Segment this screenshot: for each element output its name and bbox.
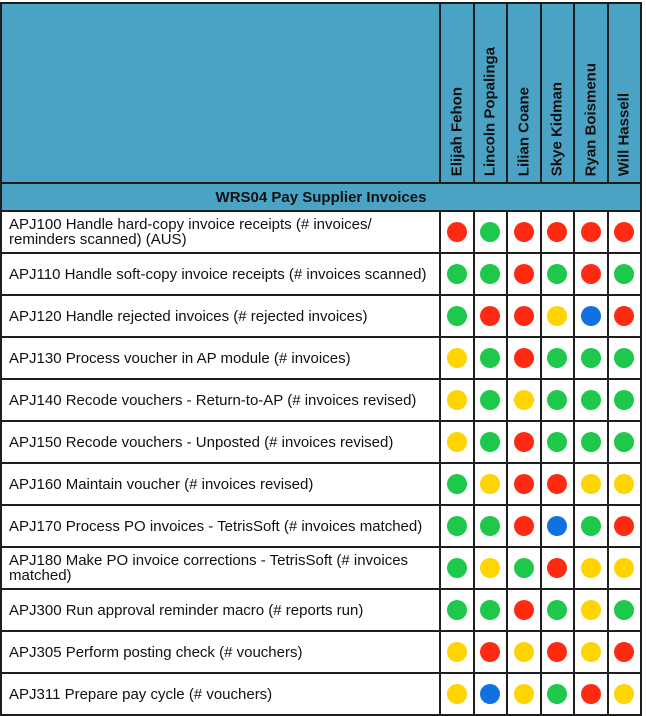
rating-dot-red xyxy=(614,642,634,662)
rating-cell xyxy=(474,631,507,673)
rating-cell xyxy=(507,253,540,295)
rating-cell xyxy=(474,463,507,505)
person-header-skye-kidman xyxy=(541,3,574,183)
rating-dot-green xyxy=(614,390,634,410)
rating-dot-red xyxy=(547,474,567,494)
task-label: APJ160 Maintain voucher (# invoices revised) xyxy=(1,463,440,505)
rating-dot-yellow xyxy=(447,390,467,410)
rating-dot-blue xyxy=(581,306,601,326)
person-name: Elijah Fehon xyxy=(448,86,466,176)
task-row xyxy=(1,673,641,715)
person-header-elijah-fehon xyxy=(440,3,473,183)
rating-cell xyxy=(608,547,641,589)
rating-dot-green xyxy=(547,600,567,620)
task-label: APJ110 Handle soft-copy invoice receipts (# invoices scanned) xyxy=(1,253,440,295)
rating-cell xyxy=(608,337,641,379)
rating-dot-yellow xyxy=(581,600,601,620)
rating-cell xyxy=(474,295,507,337)
rating-cell xyxy=(541,421,574,463)
rating-cell xyxy=(574,463,607,505)
rating-dot-red xyxy=(614,516,634,536)
task-label: APJ150 Recode vouchers - Unposted (# invoices revised) xyxy=(1,421,440,463)
rating-cell xyxy=(541,589,574,631)
rating-dot-green xyxy=(547,432,567,452)
task-label: APJ100 Handle hard-copy invoice receipts (# invoices/ reminders scanned) (AUS) xyxy=(1,211,440,253)
task-label: APJ180 Make PO invoice corrections - TetrisSoft (# invoices matched) xyxy=(1,547,440,589)
task-row xyxy=(1,631,641,673)
task-label: APJ300 Run approval reminder macro (# reports run) xyxy=(1,589,440,631)
rating-cell xyxy=(440,253,473,295)
rating-cell xyxy=(574,631,607,673)
person-name: Lincoln Popalinga xyxy=(481,46,499,176)
rating-dot-green xyxy=(447,516,467,536)
rating-dot-green xyxy=(480,222,500,242)
person-name: Lilian Coane xyxy=(515,86,533,176)
rating-dot-green xyxy=(447,306,467,326)
rating-cell xyxy=(541,547,574,589)
rating-cell xyxy=(541,295,574,337)
person-header-lilian-coane xyxy=(507,3,540,183)
rating-cell xyxy=(608,211,641,253)
task-row xyxy=(1,211,641,253)
rating-cell xyxy=(574,253,607,295)
rating-dot-green xyxy=(547,390,567,410)
rating-cell xyxy=(608,295,641,337)
rating-cell xyxy=(507,631,540,673)
rating-dot-green xyxy=(480,516,500,536)
rating-dot-yellow xyxy=(614,474,634,494)
rating-dot-red xyxy=(614,222,634,242)
rating-dot-yellow xyxy=(581,642,601,662)
rating-cell xyxy=(541,337,574,379)
rating-cell xyxy=(608,379,641,421)
rating-cell xyxy=(541,211,574,253)
rating-cell xyxy=(474,673,507,715)
rating-dot-red xyxy=(480,306,500,326)
rating-dot-red xyxy=(547,222,567,242)
rating-dot-green xyxy=(480,390,500,410)
rating-cell xyxy=(541,253,574,295)
task-label: APJ305 Perform posting check (# vouchers) xyxy=(1,631,440,673)
rating-cell xyxy=(608,421,641,463)
task-row xyxy=(1,589,641,631)
rating-dot-green xyxy=(581,516,601,536)
rating-dot-yellow xyxy=(514,642,534,662)
rating-cell xyxy=(574,337,607,379)
task-row xyxy=(1,379,641,421)
rating-dot-yellow xyxy=(480,474,500,494)
section-title: WRS04 Pay Supplier Invoices xyxy=(1,183,641,211)
rating-dot-yellow xyxy=(514,684,534,704)
rating-dot-yellow xyxy=(447,348,467,368)
rating-dot-yellow xyxy=(581,558,601,578)
rating-dot-red xyxy=(547,558,567,578)
task-row xyxy=(1,547,641,589)
rating-dot-green xyxy=(547,348,567,368)
rating-dot-yellow xyxy=(547,306,567,326)
rating-dot-green xyxy=(581,348,601,368)
rating-cell xyxy=(440,295,473,337)
competency-matrix-table xyxy=(0,2,642,716)
rating-cell xyxy=(474,589,507,631)
rating-dot-red xyxy=(447,222,467,242)
rating-cell xyxy=(608,463,641,505)
person-header-will-hassell xyxy=(608,3,641,183)
rating-cell xyxy=(474,547,507,589)
rating-cell xyxy=(507,337,540,379)
rating-dot-red xyxy=(514,348,534,368)
person-name: Ryan Boismenu xyxy=(582,62,600,176)
header-corner-cell xyxy=(1,3,440,183)
rating-dot-red xyxy=(581,264,601,284)
rating-cell xyxy=(507,463,540,505)
rating-cell xyxy=(574,505,607,547)
rating-cell xyxy=(608,631,641,673)
task-label: APJ130 Process voucher in AP module (# invoices) xyxy=(1,337,440,379)
person-name: Skye Kidman xyxy=(548,81,566,176)
rating-cell xyxy=(440,379,473,421)
rating-dot-blue xyxy=(547,516,567,536)
rating-cell xyxy=(440,337,473,379)
rating-cell xyxy=(574,379,607,421)
rating-dot-green xyxy=(480,348,500,368)
rating-cell xyxy=(507,673,540,715)
rating-dot-red xyxy=(514,222,534,242)
rating-cell xyxy=(507,379,540,421)
task-row xyxy=(1,295,641,337)
rating-cell xyxy=(507,547,540,589)
rating-dot-blue xyxy=(480,684,500,704)
rating-dot-green xyxy=(614,432,634,452)
rating-cell xyxy=(608,673,641,715)
rating-cell xyxy=(541,673,574,715)
rating-cell xyxy=(608,505,641,547)
rating-dot-red xyxy=(614,306,634,326)
rating-cell xyxy=(507,421,540,463)
rating-dot-red xyxy=(514,264,534,284)
rating-dot-yellow xyxy=(447,432,467,452)
rating-cell xyxy=(541,379,574,421)
rating-dot-green xyxy=(581,432,601,452)
rating-cell xyxy=(574,673,607,715)
rating-cell xyxy=(507,295,540,337)
header-row xyxy=(1,3,641,183)
task-label: APJ120 Handle rejected invoices (# rejected invoices) xyxy=(1,295,440,337)
rating-cell xyxy=(608,589,641,631)
rating-dot-yellow xyxy=(614,684,634,704)
rating-dot-red xyxy=(514,432,534,452)
rating-cell xyxy=(541,463,574,505)
rating-dot-green xyxy=(447,474,467,494)
rating-dot-red xyxy=(547,642,567,662)
rating-cell xyxy=(440,211,473,253)
rating-dot-green xyxy=(480,600,500,620)
rating-dot-green xyxy=(447,264,467,284)
rating-dot-red xyxy=(514,516,534,536)
rating-dot-green xyxy=(581,390,601,410)
rating-dot-yellow xyxy=(514,390,534,410)
rating-cell xyxy=(440,421,473,463)
rating-cell xyxy=(474,505,507,547)
rating-cell xyxy=(440,631,473,673)
task-row xyxy=(1,253,641,295)
rating-dot-yellow xyxy=(581,474,601,494)
rating-cell xyxy=(440,547,473,589)
task-row xyxy=(1,337,641,379)
rating-dot-green xyxy=(447,600,467,620)
rating-dot-red xyxy=(480,642,500,662)
person-header-ryan-boismenu xyxy=(574,3,607,183)
rating-dot-green xyxy=(514,558,534,578)
task-label: APJ170 Process PO invoices - TetrisSoft (# invoices matched) xyxy=(1,505,440,547)
rating-cell xyxy=(507,211,540,253)
rating-dot-yellow xyxy=(614,558,634,578)
rating-dot-red xyxy=(514,306,534,326)
rating-cell xyxy=(574,211,607,253)
rating-cell xyxy=(507,589,540,631)
rating-cell xyxy=(474,253,507,295)
rating-dot-green xyxy=(480,432,500,452)
rating-dot-yellow xyxy=(447,642,467,662)
rating-cell xyxy=(474,421,507,463)
rating-dot-green xyxy=(447,558,467,578)
rating-dot-green xyxy=(614,264,634,284)
rating-dot-green xyxy=(547,264,567,284)
task-label: APJ311 Prepare pay cycle (# vouchers) xyxy=(1,673,440,715)
task-row xyxy=(1,463,641,505)
rating-cell xyxy=(440,505,473,547)
rating-cell xyxy=(507,505,540,547)
rating-dot-yellow xyxy=(480,558,500,578)
rating-dot-yellow xyxy=(447,684,467,704)
rating-cell xyxy=(574,295,607,337)
rating-dot-red xyxy=(581,684,601,704)
rating-cell xyxy=(574,421,607,463)
rating-cell xyxy=(440,589,473,631)
rating-dot-red xyxy=(581,222,601,242)
task-row xyxy=(1,421,641,463)
person-header-lincoln-popalinga xyxy=(474,3,507,183)
rating-cell xyxy=(440,673,473,715)
rating-cell xyxy=(541,631,574,673)
rating-cell xyxy=(574,547,607,589)
rating-cell xyxy=(474,379,507,421)
task-label: APJ140 Recode vouchers - Return-to-AP (# invoices revised) xyxy=(1,379,440,421)
rating-dot-red xyxy=(514,474,534,494)
rating-dot-red xyxy=(514,600,534,620)
rating-dot-green xyxy=(480,264,500,284)
rating-cell xyxy=(574,589,607,631)
rating-dot-green xyxy=(547,684,567,704)
rating-cell xyxy=(474,337,507,379)
person-name: Will Hassell xyxy=(615,92,633,176)
rating-cell xyxy=(440,463,473,505)
rating-cell xyxy=(474,211,507,253)
rating-dot-green xyxy=(614,600,634,620)
section-header-row xyxy=(1,183,641,211)
rating-cell xyxy=(608,253,641,295)
rating-cell xyxy=(541,505,574,547)
task-row xyxy=(1,505,641,547)
rating-dot-green xyxy=(614,348,634,368)
